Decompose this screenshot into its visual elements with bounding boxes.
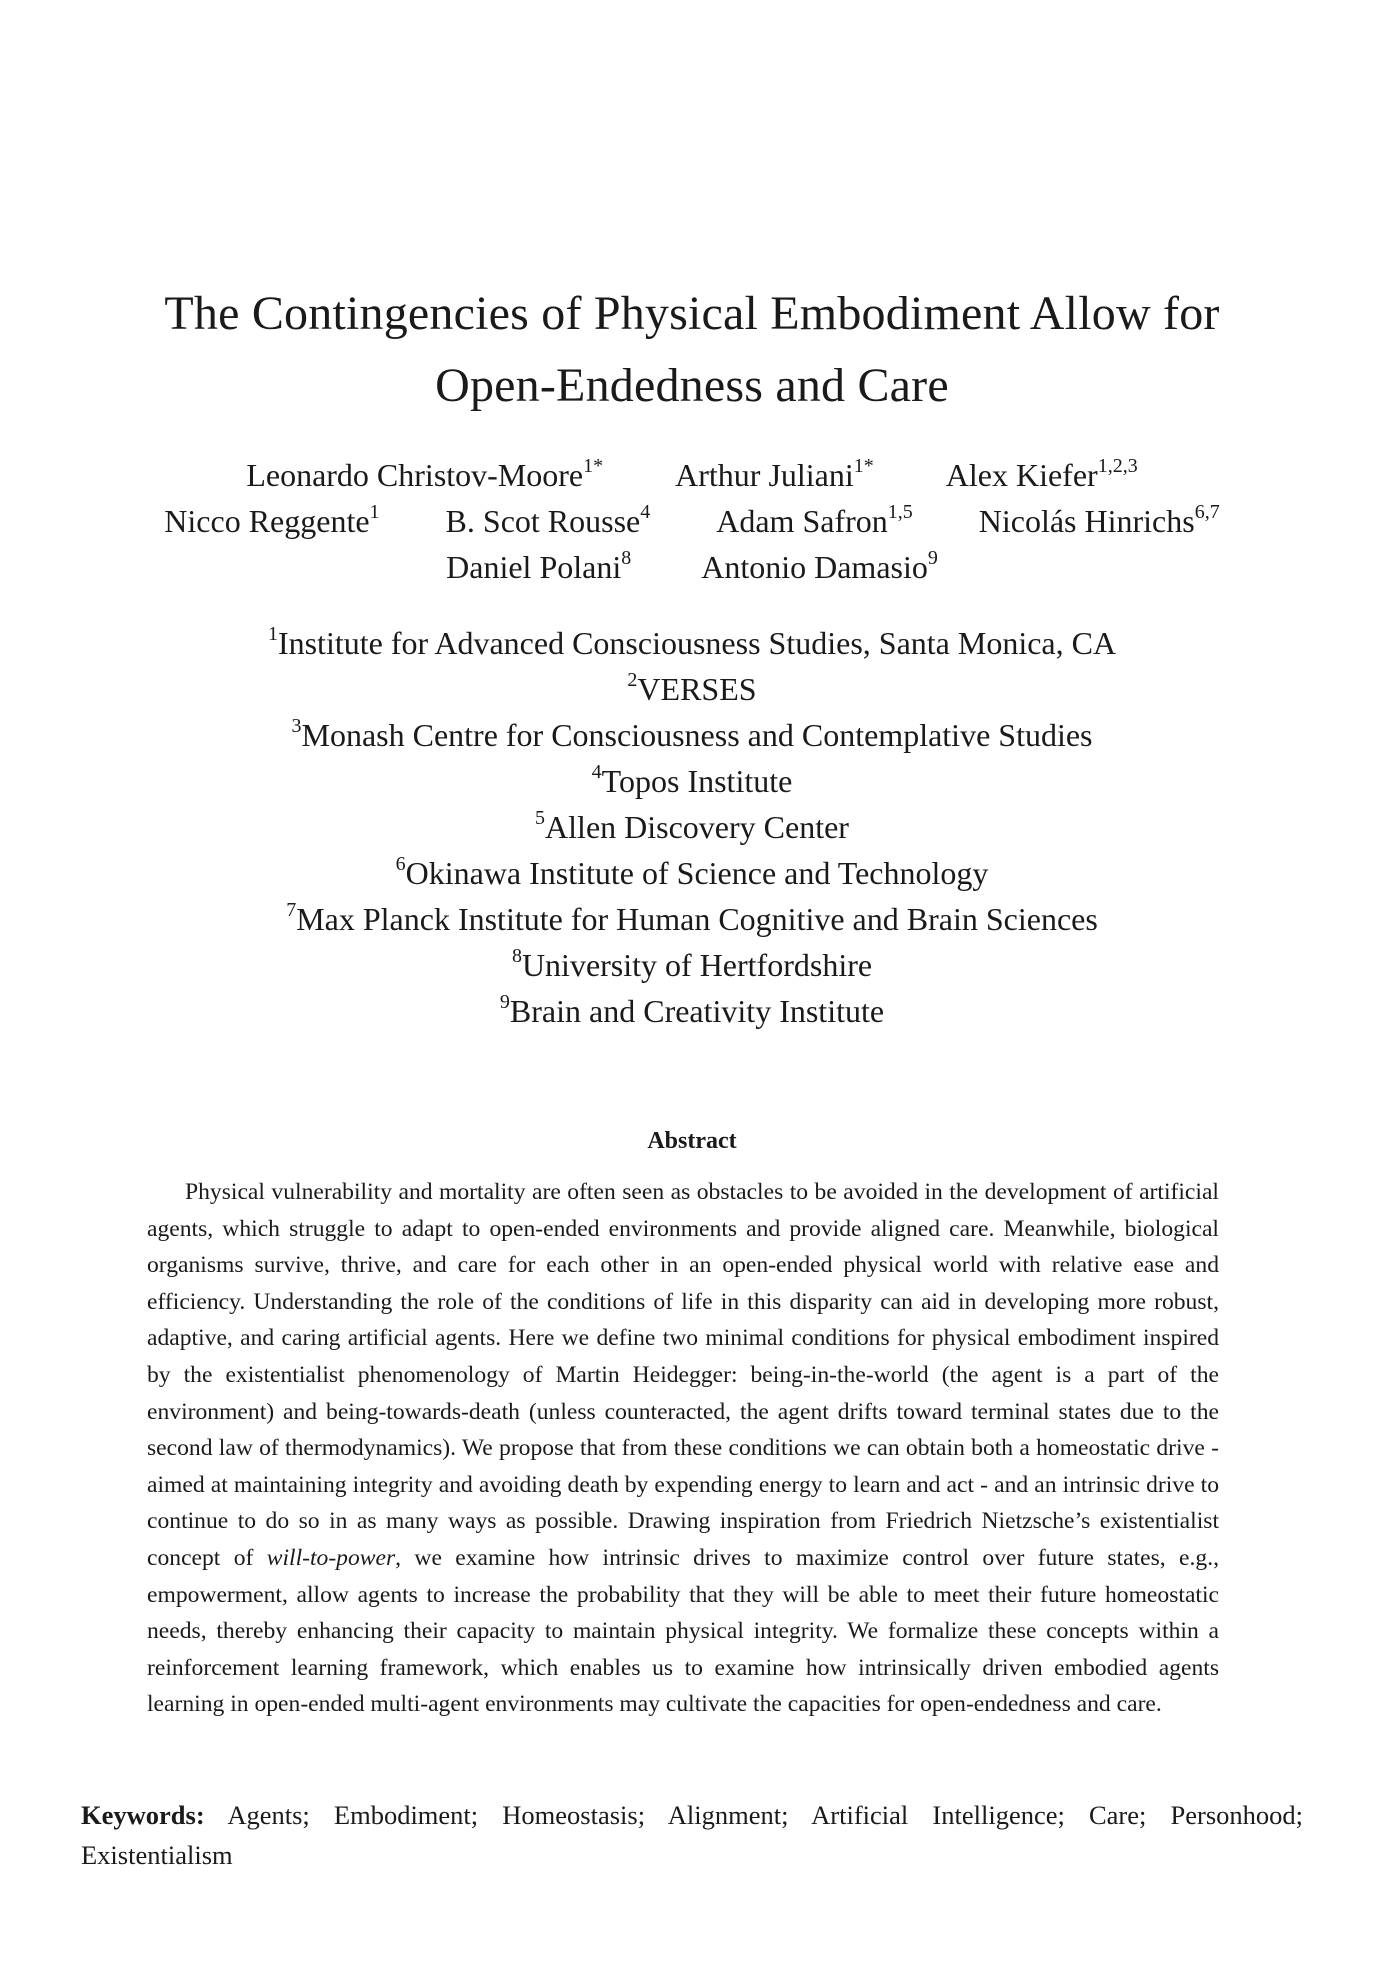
affiliation (0, 850, 1384, 896)
affiliation-number: 5 (535, 807, 546, 829)
author (164, 498, 379, 544)
affiliation-text: Topos Institute (601, 763, 793, 799)
author-list (0, 452, 1384, 590)
author-name: Alex Kiefer (945, 457, 1098, 493)
affiliation (0, 988, 1384, 1034)
affiliation-number: 6 (395, 853, 406, 875)
keywords-label: Keywords: (81, 1800, 205, 1830)
affiliation-text: Institute for Advanced Consciousness Studies, Santa Monica, CA (277, 625, 1117, 661)
author (675, 452, 874, 498)
author-affiliation-marker: 1* (853, 455, 874, 477)
affiliation-number: 7 (286, 899, 297, 921)
author-affiliation-marker: 1,5 (887, 501, 913, 523)
author-row (0, 498, 1384, 544)
author (446, 498, 651, 544)
author-name: Nicco Reggente (164, 503, 370, 539)
affiliation-text: Okinawa Institute of Science and Technology (405, 855, 989, 891)
author-affiliation-marker: 1 (369, 501, 380, 523)
author-name: Daniel Polani (446, 549, 622, 585)
paper-title-line-1: The Contingencies of Physical Embodiment Allow for (164, 287, 1220, 340)
affiliation-text: University of Hertfordshire (521, 947, 873, 983)
author-name: Antonio Damasio (701, 549, 928, 585)
author-affiliation-marker: 8 (621, 547, 632, 569)
affiliation-list (0, 620, 1384, 1034)
author-affiliation-marker: 4 (640, 501, 651, 523)
affiliation (0, 804, 1384, 850)
affiliation (0, 942, 1384, 988)
author (246, 452, 603, 498)
affiliation (0, 712, 1384, 758)
author (716, 498, 913, 544)
affiliation (0, 666, 1384, 712)
author-name: B. Scot Rousse (445, 503, 641, 539)
author-affiliation-marker: 9 (927, 547, 938, 569)
affiliation-number: 4 (591, 761, 602, 783)
abstract-italic-term: will-to-power (266, 1544, 396, 1571)
affiliation-number: 2 (627, 669, 638, 691)
affiliation-text: Brain and Creativity Institute (509, 993, 885, 1029)
affiliation-text: Max Planck Institute for Human Cognitive and Brain Sciences (296, 901, 1098, 937)
author (446, 544, 631, 590)
abstract-body (147, 1174, 1219, 1723)
keywords-text: Agents; Embodiment; Homeostasis; Alignment; Artificial Intelligence; Care; Personhood; Existentialism (81, 1800, 1303, 1870)
affiliation-text: Allen Discovery Center (545, 809, 849, 845)
author-name: Arthur Juliani (675, 457, 854, 493)
author-row (0, 452, 1384, 498)
author (946, 452, 1138, 498)
author-name: Adam Safron (716, 503, 888, 539)
affiliation-text: Monash Centre for Consciousness and Contemplative Studies (301, 717, 1093, 753)
abstract-heading: Abstract (647, 1128, 737, 1154)
author (701, 544, 938, 590)
keywords (81, 1795, 1303, 1875)
abstract-text-part-1: Physical vulnerability and mortality are often seen as obstacles to be avoided in the development of artificial agents, which struggle to adapt to open-ended environments and provide aligned care. Meanwhile, biological organisms survive, thrive, and care for each other in an open-ended physical world with relative ease and efficiency. Understanding the role of the conditions of life in this disparity can aid in developing more robust, adaptive, and caring artificial agents. Here we define two minimal conditions for physical embodiment inspired by the existentialist phenomenology of Martin Heidegger: being-in-the-world (the agent is a part of the environment) and being-towards-death (unless counteracted, the agent drifts toward terminal states due to the second law of thermodynamics). We propose that from these conditions we can obtain both a homeostatic drive - aimed at maintaining integrity and avoiding death by expending energy to learn and act - and an intrinsic drive to continue to do so in as many ways as possible. Drawing inspiration from Friedrich Nietzsche’s existentialist concept of (147, 1179, 1219, 1571)
author-name: Leonardo Christov-Moore (246, 457, 584, 493)
affiliation-number: 3 (291, 715, 302, 737)
author-row (0, 544, 1384, 590)
author-affiliation-marker: 1* (583, 455, 604, 477)
affiliation (0, 758, 1384, 804)
affiliation (0, 896, 1384, 942)
author-affiliation-marker: 6,7 (1194, 501, 1220, 523)
author-affiliation-marker: 1,2,3 (1097, 455, 1138, 477)
affiliation-number: 1 (267, 623, 278, 645)
author (979, 498, 1220, 544)
affiliation (0, 620, 1384, 666)
affiliation-number: 8 (511, 945, 522, 967)
affiliation-number: 9 (499, 991, 510, 1013)
paper-title-line-2: Open-Endedness and Care (435, 359, 949, 412)
author-name: Nicolás Hinrichs (978, 503, 1195, 539)
abstract-text-part-2: , we examine how intrinsic drives to maximize control over future states, e.g., empowerment, allow agents to increase the probability that they will be able to meet their future homeostatic needs, thereby enhancing their capacity to maintain physical integrity. We formalize these concepts within a reinforcement learning framework, which enables us to examine how intrinsically driven embodied agents learning in open-ended multi-agent environments may cultivate the capacities for open-endedness and care. (147, 1544, 1219, 1718)
paper-title (0, 278, 1384, 422)
affiliation-text: VERSES (637, 671, 757, 707)
